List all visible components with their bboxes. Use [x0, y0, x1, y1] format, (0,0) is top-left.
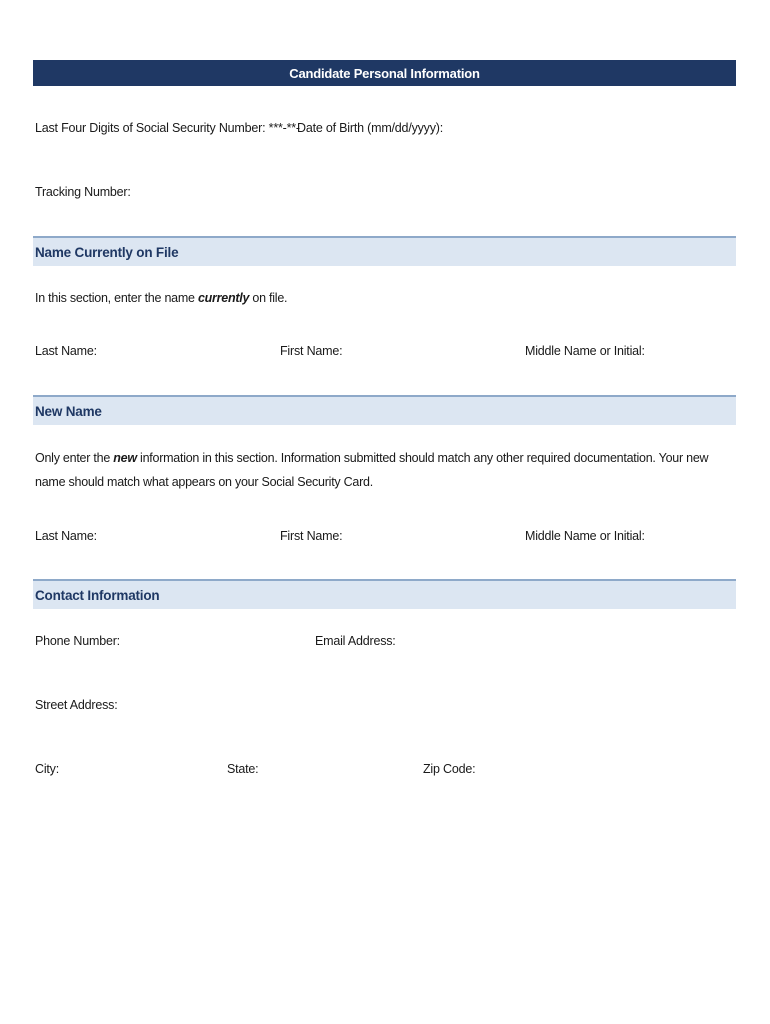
form-title-banner	[33, 60, 736, 86]
new-last-name-label: Last Name:	[35, 529, 97, 543]
section-heading: Contact Information	[35, 587, 160, 603]
current-last-name-label: Last Name:	[35, 344, 97, 358]
state-label: State:	[227, 762, 259, 776]
current-middle-name-label: Middle Name or Initial:	[525, 344, 645, 358]
section-header-new-name	[33, 395, 736, 425]
section-header-current-name	[33, 236, 736, 266]
form-title: Candidate Personal Information	[289, 65, 480, 81]
dob-label: Date of Birth (mm/dd/yyyy):	[297, 121, 444, 135]
new-name-instructions	[35, 446, 725, 494]
city-label: City:	[35, 762, 60, 776]
instruction-text: Only enter the	[35, 451, 114, 465]
instruction-emphasis: new	[113, 451, 137, 465]
phone-number-label: Phone Number:	[35, 634, 120, 648]
section-header-contact	[33, 579, 736, 609]
instruction-emphasis: currently	[197, 291, 250, 305]
email-address-label: Email Address:	[315, 634, 396, 648]
current-first-name-label: First Name:	[280, 344, 343, 358]
new-first-name-label: First Name:	[280, 529, 343, 543]
tracking-number-label: Tracking Number:	[35, 185, 131, 199]
section-heading: Name Currently on File	[35, 244, 179, 260]
instruction-text: on file.	[249, 291, 288, 305]
street-address-label: Street Address:	[35, 698, 118, 712]
ssn-label: Last Four Digits of Social Security Number: ***-**-	[35, 121, 300, 135]
new-middle-name-label: Middle Name or Initial:	[525, 529, 645, 543]
zip-code-label: Zip Code:	[423, 762, 476, 776]
instruction-text: information in this section. Information submitted should match any other required documentation. Your new name should match what appears on your Social Security Card.	[35, 451, 709, 489]
instruction-text: In this section, enter the name	[35, 291, 198, 305]
current-name-instructions	[35, 286, 725, 310]
section-heading: New Name	[35, 403, 102, 419]
